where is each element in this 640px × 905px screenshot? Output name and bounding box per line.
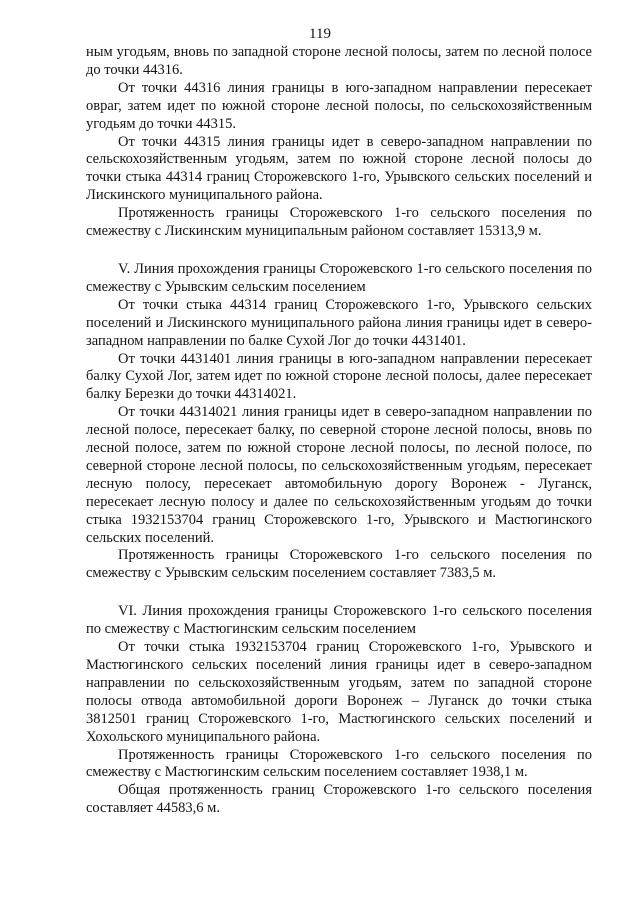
section-heading-vi: VI. Линия прохождения границы Сторожевского 1-го сельского поселения по смежеству с Мастюгинским сельским поселением [86,603,592,638]
paragraph-point-4431401: От точки 4431401 линия границы в юго-западном направлении пересекает балку Сухой Лог, затем идет по южной стороне лесной полосы, далее пересекает балку Березки до точки 44314021. [86,350,592,403]
paragraph-total-length: Общая протяженность границ Сторожевского 1-го сельского поселения составляет 44583,6 м. [86,782,592,817]
paragraph-point-44314021: От точки 44314021 линия границы идет в северо-западном направлении по лесной полосе, пересекает балку, по северной стороне лесной полосы, вновь по лесной полосе, затем по южной стороне лесной полосы, по лесной полосе, по северной стороне лесной полосы, по сельскохозяйственным угодьям, пересекает лесную полосу, пересекает автомобильную дорогу Воронеж - Луганск, пересекает лесную полосу и далее по сельскохозяйственным угодьям до точки стыка 1932153704 границ Сторожевского 1-го, Урывского и Мастюгинского сельских поселений. [86,404,592,546]
paragraph-point-44315: От точки 44315 линия границы идет в северо-западном направлении по сельскохозяйственным угодьям, затем по южной стороне лесной полосы до точки стыка 44314 границ Сторожевского 1-го, Урывского сельских поселений и Лискинского муниципального района. [86,133,592,204]
page-number: 119 [309,26,331,42]
paragraph-length-mastyuga: Протяженность границы Сторожевского 1-го сельского поселения по смежеству с Мастюгинским сельским поселением составляет 1938,1 м. [86,746,592,781]
section-gap [86,583,592,603]
paragraph-point-1932153704: От точки стыка 1932153704 границ Сторожевского 1-го, Урывского и Мастюгинского сельских поселений линия границы идет в северо-западном направлении по сельскохозяйственным угодьям, затем по западной стороне полосы отвода автомобильной дороги Воронеж – Луганск до точки стыка 3812501 границ Сторожевского 1-го, Мастюгинского сельских поселений и Хохольского муниципального района. [86,639,592,745]
paragraph-point-44314: От точки стыка 44314 границ Сторожевского 1-го, Урывского сельских поселений и Лискинского муниципального района линия границы идет в северо-западном направлении по балке Сухой Лог до точки 4431401. [86,296,592,349]
document-body [86,44,592,818]
paragraph-continuation: ным угодьям, вновь по западной стороне лесной полосы, затем по лесной полосе до точки 44316. [86,44,592,78]
paragraph-length-uryv: Протяженность границы Сторожевского 1-го сельского поселения по смежеству с Урывским сельским поселением составляет 7383,5 м. [86,547,592,582]
paragraph-length-liski: Протяженность границы Сторожевского 1-го сельского поселения по смежеству с Лискинским муниципальным районом составляет 15313,9 м. [86,205,592,240]
section-gap [86,241,592,261]
paragraph-point-44316: От точки 44316 линия границы в юго-западном направлении пересекает овраг, затем идет по южной стороне лесной полосы, по сельскохозяйственным угодьям до точки 44315. [86,79,592,132]
section-heading-v: V. Линия прохождения границы Сторожевского 1-го сельского поселения по смежеству с Урывским сельским поселением [86,260,592,295]
